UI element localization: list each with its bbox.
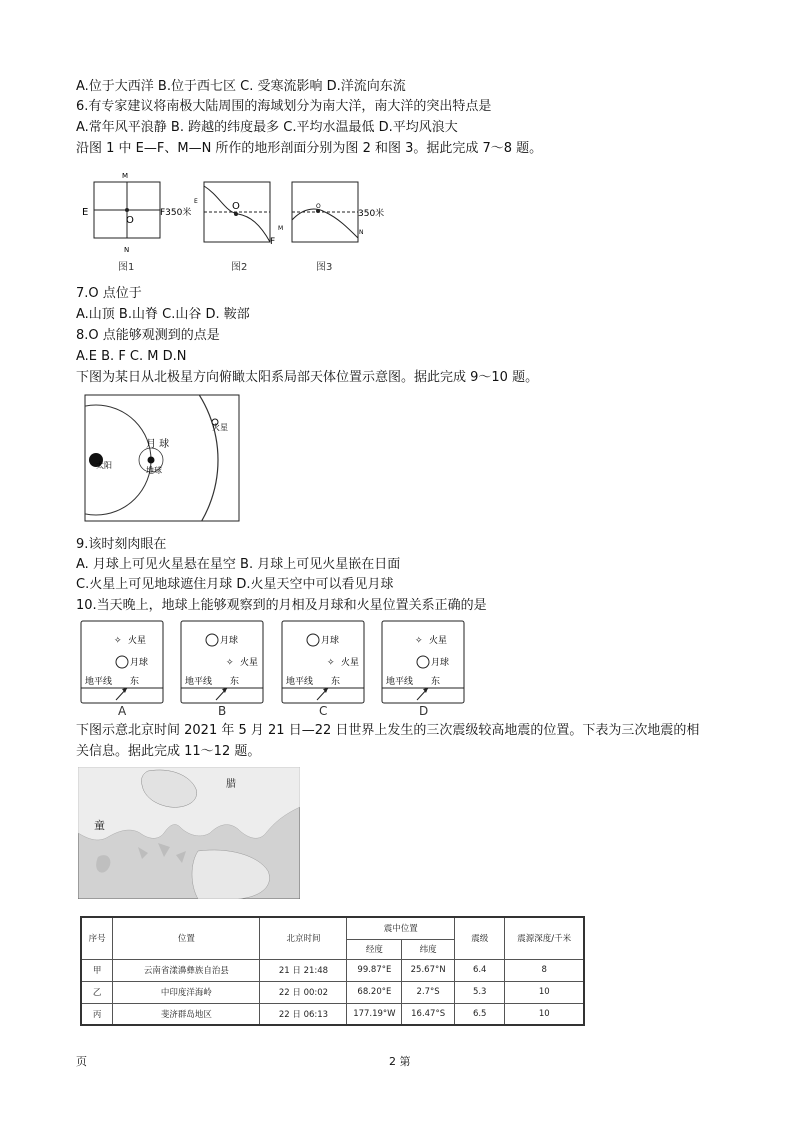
cell-time: 21 日 21:48 [260, 959, 347, 981]
cell-magnitude: 6.5 [454, 1003, 505, 1025]
q10-panel-letter: C [319, 704, 328, 718]
q10-panel-a [80, 620, 166, 710]
cell-no: 丙 [81, 1003, 113, 1025]
mars-icon: ✧ [114, 636, 122, 646]
cell-lon: 99.87°E [347, 959, 402, 981]
header-epicenter: 震中位置 [347, 917, 454, 939]
figure-3 [292, 182, 384, 242]
moon-label: 月 球 [146, 439, 170, 450]
footer-page-number: 2 第 [389, 1055, 411, 1068]
fig2-e-label: E [194, 198, 198, 205]
upper-label: 火星 [128, 636, 147, 646]
q9-options-ab: A. 月球上可见火星悬在星空 B. 月球上可见火星嵌在日面 [76, 557, 401, 572]
cell-lon: 177.19°W [347, 1003, 402, 1025]
cell-magnitude: 5.3 [454, 981, 505, 1003]
q6-stem: 6.有专家建议将南极大陆周围的海域划分为南大洋，南大洋的突出特点是 [76, 99, 492, 114]
map-label-top: 腊 [226, 779, 236, 790]
cell-time: 22 日 06:13 [260, 1003, 347, 1025]
fig2-caption: 图2 [231, 262, 248, 273]
header-depth: 震源深度/千米 [505, 917, 584, 959]
header-no: 序号 [81, 917, 113, 959]
q8-options: A.E B. F C. M D.N [76, 349, 187, 364]
figure-1 [82, 172, 191, 254]
cell-location: 云南省漾濞彝族自治县 [113, 959, 260, 981]
east-label: 东 [230, 677, 240, 687]
upper-label: 月球 [321, 636, 340, 646]
lower-label: 火星 [341, 658, 360, 668]
intro-7-8: 沿图 1 中 E—F、M—N 所作的地形剖面分别为图 2 和图 3。据此完成 7～8 题。 [76, 141, 543, 156]
cell-no: 甲 [81, 959, 113, 981]
cell-magnitude: 6.4 [454, 959, 505, 981]
fig3-350-label: 350米 [358, 209, 385, 219]
earth-label: 地球 [146, 466, 162, 475]
intro-11-12-line2: 关信息。据此完成 11～12 题。 [76, 744, 261, 759]
cell-lon: 68.20°E [347, 981, 402, 1003]
q8-stem: 8.O 点能够观测到的点是 [76, 328, 220, 343]
q10-panel-letter: D [419, 704, 429, 718]
q7-options: A.山顶 B.山脊 C.山谷 D. 鞍部 [76, 307, 250, 322]
fig1-n-label: N [124, 246, 130, 254]
fig1-caption: 图1 [118, 262, 135, 273]
intro-11-12-line1: 下图示意北京时间 2021 年 5 月 21 日—22 日世界上发生的三次震级较高地震的位置。下表为三次地震的相 [76, 723, 700, 738]
cell-lat: 25.67°N [402, 959, 455, 981]
q9-options-cd: C.火星上可见地球遮住月球 D.火星天空中可以看见月球 [76, 577, 394, 592]
fig1-e-label: E [82, 207, 89, 218]
fig1-f350-label: F350米 [160, 208, 192, 218]
cell-depth: 10 [505, 981, 584, 1003]
fig3-o-label: O [316, 203, 321, 210]
figure-2 [194, 182, 283, 247]
q10-panel-letter: A [118, 704, 127, 718]
cell-time: 22 日 00:02 [260, 981, 347, 1003]
lower-label: 月球 [431, 658, 450, 668]
earth-icon [148, 457, 155, 464]
table-row [81, 981, 584, 1003]
fig2-m-label: M [278, 225, 284, 232]
east-label: 东 [431, 677, 441, 687]
horizon-label: 地平线 [185, 677, 213, 687]
mars-label: 火星 [212, 423, 228, 432]
cell-lat: 2.7°S [402, 981, 455, 1003]
q6-options: A.常年风平浪静 B. 跨越的纬度最多 C.平均水温最低 D.平均风浪大 [76, 120, 458, 135]
horizon-label: 地平线 [286, 677, 314, 687]
cell-lat: 16.47°S [402, 1003, 455, 1025]
mars-icon: ✧ [226, 658, 234, 668]
table-row [81, 1003, 584, 1025]
mars-icon: ✧ [415, 636, 423, 646]
q5-options: A.位于大西洋 B.位于西七区 C. 受寒流影响 D.洋流向东流 [76, 79, 406, 94]
solar-system-figure [84, 394, 240, 522]
sun-label: 太阳 [96, 461, 112, 470]
fig1-m-label: M [122, 172, 129, 180]
cell-no: 乙 [81, 981, 113, 1003]
header-time: 北京时间 [260, 917, 347, 959]
q10-panel-letter: B [218, 704, 227, 718]
upper-label: 月球 [220, 636, 239, 646]
east-label: 东 [130, 677, 140, 687]
q9-stem: 9.该时刻肉眼在 [76, 537, 167, 552]
q10-panel-b [180, 620, 266, 710]
header-magnitude: 震级 [454, 917, 505, 959]
header-lon: 经度 [347, 939, 402, 959]
fig1-o-label: O [126, 215, 134, 226]
q7-stem: 7.O 点位于 [76, 286, 142, 301]
q10-panel-d [381, 620, 467, 710]
horizon-label: 地平线 [386, 677, 414, 687]
intro-9-10: 下图为某日从北极星方向俯瞰太阳系局部天体位置示意图。据此完成 9～10 题。 [76, 370, 539, 385]
map-label-left: 童 [94, 819, 105, 832]
earthquake-location-map [78, 767, 300, 899]
lower-label: 火星 [240, 658, 259, 668]
cell-depth: 8 [505, 959, 584, 981]
q10-panel-c [281, 620, 367, 710]
mars-icon: ✧ [327, 658, 335, 668]
fig3-n-label: N [359, 229, 364, 236]
fig2-f-label: F [270, 237, 276, 247]
upper-label: 火星 [429, 636, 448, 646]
footer-left: 页 [76, 1055, 87, 1068]
cell-location: 斐济群岛地区 [113, 1003, 260, 1025]
horizon-label: 地平线 [85, 677, 113, 687]
header-lat: 纬度 [402, 939, 455, 959]
lower-label: 月球 [130, 658, 149, 668]
fig2-o-label: O [232, 201, 240, 212]
east-label: 东 [331, 677, 341, 687]
cell-location: 中印度洋海岭 [113, 981, 260, 1003]
fig3-caption: 图3 [316, 262, 333, 273]
header-location: 位置 [113, 917, 260, 959]
cell-depth: 10 [505, 1003, 584, 1025]
earthquake-table [80, 916, 585, 1026]
q10-stem: 10.当天晚上，地球上能够观察到的月相及月球和火星位置关系正确的是 [76, 598, 487, 613]
table-row [81, 959, 584, 981]
